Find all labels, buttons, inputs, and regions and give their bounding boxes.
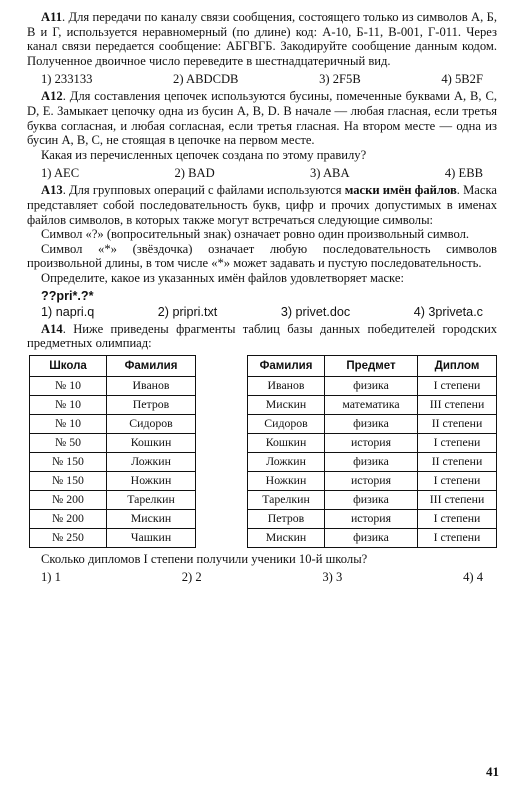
table-row <box>30 528 196 547</box>
answer-option: 3) ABA <box>310 166 350 181</box>
answers-a14 <box>27 569 497 587</box>
table-cell: № 250 <box>30 528 107 547</box>
table-row <box>248 452 497 471</box>
table-cell: физика <box>325 490 418 509</box>
table-cell: Ложкин <box>107 452 196 471</box>
task-a14-question <box>27 552 497 567</box>
table-cell: Мискин <box>248 395 325 414</box>
task-term: маски имён файлов <box>344 183 457 198</box>
table-row <box>248 490 497 509</box>
answer-option: 1) AEC <box>41 166 80 181</box>
task-label: А13 <box>41 183 63 198</box>
task-text: . Для передачи по каналу связи сообщения, состоящего только из символов А, Б, В и Г, используется неравномерный (по длине) код: А-10, Б-11, В-001, Г-011. Через канал связи передается сообщение: АБГВГБ. Закодируйте сообщение данным кодом. Полученное двоичное число переведите в шестнадцатеричный вид. <box>27 10 497 68</box>
task-label: А12 <box>41 89 63 104</box>
rule-asterisk: Символ «*» (звёздочка) означает любую последовательность символов произвольной длины, в том числе «*» может задавать и пустую последовательность. <box>27 241 497 271</box>
table-row <box>248 509 497 528</box>
answer-option: 2) 2 <box>181 570 202 585</box>
task-text: . Ниже приведены фрагменты таблиц базы данных победителей городских предметных олимпиад: <box>27 321 497 351</box>
task-a14 <box>27 322 497 351</box>
answer-option: 3) privet.doc <box>280 304 351 319</box>
table-cell: № 50 <box>30 433 107 452</box>
table-cell: № 150 <box>30 471 107 490</box>
table-cell: Петров <box>248 509 325 528</box>
table-row <box>30 414 196 433</box>
page-number: 41 <box>486 764 499 779</box>
table-cell: Чашкин <box>107 528 196 547</box>
answer-option: 1) napri.q <box>41 304 95 319</box>
table-row <box>248 414 497 433</box>
table-cell: история <box>325 509 418 528</box>
task-a13 <box>27 183 497 285</box>
table-cell: Тарелкин <box>107 490 196 509</box>
task-text-start: . Для групповых операций с файлами используются <box>62 183 345 198</box>
table-cell: III степени <box>418 395 497 414</box>
table-row <box>30 509 196 528</box>
table-cell: Петров <box>107 395 196 414</box>
column-header: Фамилия <box>248 355 325 376</box>
task-label: А11 <box>41 10 62 24</box>
table-cell: физика <box>325 452 418 471</box>
column-header: Фамилия <box>107 355 196 376</box>
table-cell: история <box>325 433 418 452</box>
table-cell: Тарелкин <box>248 490 325 509</box>
table-cell: № 10 <box>30 414 107 433</box>
table-cell: Кошкин <box>248 433 325 452</box>
answers-a12 <box>27 165 497 183</box>
table-cell: Кошкин <box>107 433 196 452</box>
answer-option: 1) 1 <box>41 570 61 585</box>
table-row <box>248 471 497 490</box>
answer-option: 3) 3 <box>322 570 343 585</box>
answer-option: 1) 233133 <box>41 72 93 87</box>
schools-table <box>29 355 196 548</box>
file-mask: ??pri*.?* <box>41 288 94 303</box>
table-cell: математика <box>325 395 418 414</box>
answer-option: 2) BAD <box>174 166 215 181</box>
task-question: Сколько дипломов I степени получили ученики 10-й школы? <box>41 551 368 566</box>
table-cell: II степени <box>418 452 497 471</box>
column-header: Школа <box>30 355 107 376</box>
task-a11 <box>27 10 497 68</box>
table-row <box>30 490 196 509</box>
column-header: Предмет <box>325 355 418 376</box>
table-row <box>248 528 497 547</box>
table-cell: № 200 <box>30 509 107 528</box>
table-row <box>30 452 196 471</box>
answer-option: 4) EBB <box>444 166 483 181</box>
answer-option: 4) 3priveta.c <box>413 304 483 319</box>
table-cell: I степени <box>418 528 497 547</box>
table-cell: № 10 <box>30 395 107 414</box>
table-cell: Ложкин <box>248 452 325 471</box>
table-cell: III степени <box>418 490 497 509</box>
table-cell: II степени <box>418 414 497 433</box>
table-cell: физика <box>325 376 418 395</box>
table-cell: физика <box>325 414 418 433</box>
rule-question-mark: Символ «?» (вопросительный знак) означает ровно один произвольный символ. <box>41 227 470 242</box>
table-cell: история <box>325 471 418 490</box>
answer-option: 4) 4 <box>463 570 483 585</box>
table-cell: Сидоров <box>248 414 325 433</box>
answer-option: 2) pripri.txt <box>157 304 218 319</box>
task-question: Какая из перечисленных цепочек создана по этому правилу? <box>41 147 367 162</box>
table-cell: I степени <box>418 433 497 452</box>
diplomas-table <box>247 355 497 548</box>
answer-option: 4) 5B2F <box>441 72 483 87</box>
table-row <box>30 376 196 395</box>
answer-option: 3) 2F5B <box>319 72 361 87</box>
column-header: Диплом <box>418 355 497 376</box>
table-row <box>30 395 196 414</box>
task-a12 <box>27 89 497 162</box>
task-text-end: . Маска представляет собой последовательность букв, цифр и прочих допустимых в именах файлов символов, в которых также могут встречаться следующие символы: <box>27 183 497 227</box>
table-cell: физика <box>325 528 418 547</box>
table-cell: Сидоров <box>107 414 196 433</box>
answer-option: 2) ABDCDB <box>173 72 239 87</box>
task-label: А14 <box>41 321 63 336</box>
table-cell: Ножкин <box>248 471 325 490</box>
task-question: Определите, какое из указанных имён файлов удовлетворяет маске: <box>41 270 404 285</box>
table-cell: I степени <box>418 509 497 528</box>
table-cell: Мискин <box>248 528 325 547</box>
database-tables <box>29 355 497 548</box>
table-cell: № 150 <box>30 452 107 471</box>
table-row <box>30 433 196 452</box>
answers-a11 <box>27 71 497 89</box>
table-row <box>248 395 497 414</box>
table-cell: Мискин <box>107 509 196 528</box>
task-text: . Для составления цепочек используются бусины, помеченные буквами A, B, C, D, E. Замыкает цепочку одна из бусин A, B, D. В начале — любая гласная, если третья буква согласная, и любая согласная, если третья гласная. На втором месте — одна из бусин A, B, C, не стоящая в цепочке на первом месте. <box>27 89 497 148</box>
table-cell: Иванов <box>107 376 196 395</box>
table-cell: № 200 <box>30 490 107 509</box>
answers-a13 <box>27 304 497 322</box>
table-row <box>248 433 497 452</box>
table-cell: № 10 <box>30 376 107 395</box>
table-cell: I степени <box>418 471 497 490</box>
table-cell: Ножкин <box>107 471 196 490</box>
table-cell: Иванов <box>248 376 325 395</box>
table-row <box>248 376 497 395</box>
table-cell: I степени <box>418 376 497 395</box>
table-row <box>30 471 196 490</box>
